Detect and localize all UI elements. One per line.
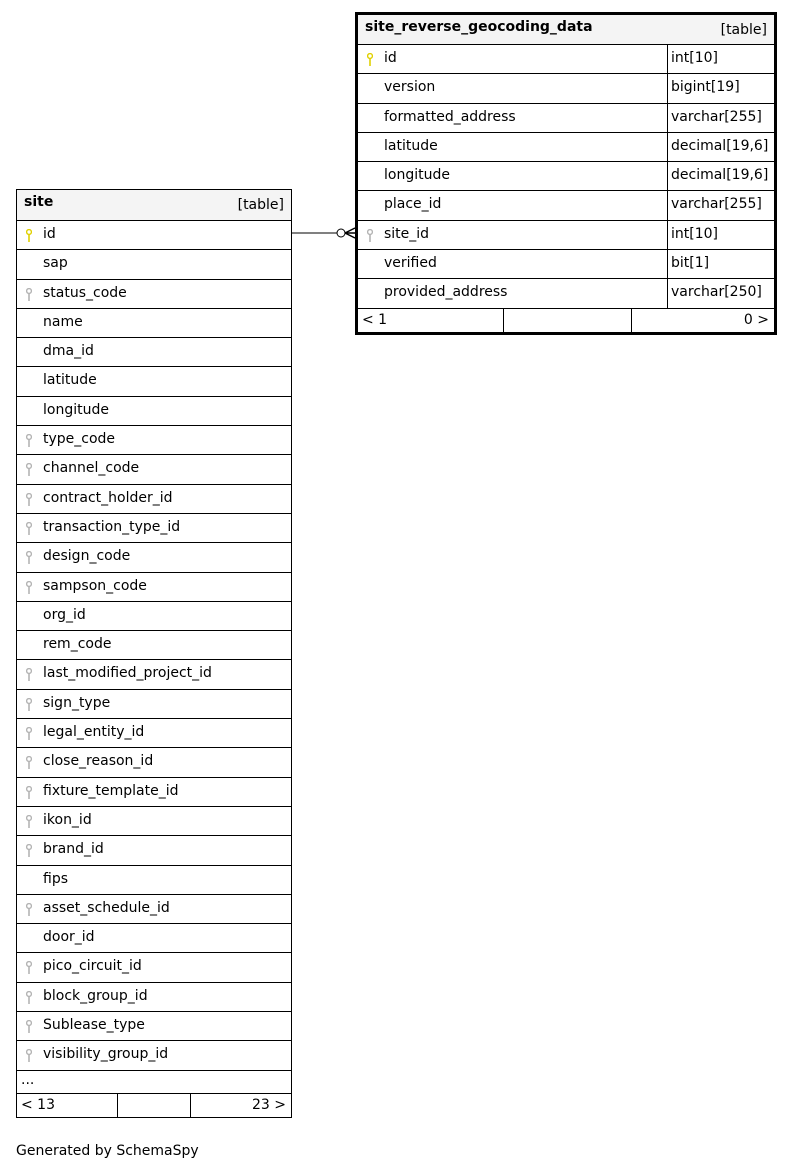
table-footer [17, 1093, 291, 1117]
column-row[interactable] [17, 366, 291, 395]
foreign-key-icon [26, 581, 32, 595]
column-name: sampson_code [43, 577, 147, 594]
column-type: varchar[255] [671, 196, 762, 213]
column-row[interactable] [17, 220, 291, 249]
column-name: latitude [384, 137, 438, 154]
foreign-key-icon [26, 991, 32, 1005]
column-name: name [43, 313, 83, 330]
foreign-key-icon [26, 727, 32, 741]
column-name: fips [43, 870, 68, 887]
column-row[interactable] [17, 865, 291, 894]
column-name: place_id [384, 196, 442, 213]
column-name: site_id [384, 225, 430, 242]
generated-by-text: Generated by SchemaSpy [16, 1143, 199, 1159]
foreign-key-icon [26, 463, 32, 477]
column-divider [667, 162, 668, 190]
column-row[interactable] [358, 103, 774, 132]
column-row[interactable] [17, 630, 291, 659]
foreign-key-icon [26, 288, 32, 302]
foreign-key-icon [26, 756, 32, 770]
foreign-key-icon [26, 493, 32, 507]
primary-key-icon [26, 229, 32, 243]
table-kind: [table] [720, 22, 767, 38]
foreign-key-icon [26, 698, 32, 712]
column-row[interactable] [17, 982, 291, 1011]
column-row[interactable] [17, 718, 291, 747]
column-name: type_code [43, 431, 116, 448]
table-header[interactable] [358, 15, 774, 44]
column-row[interactable] [358, 73, 774, 102]
column-row[interactable] [17, 542, 291, 571]
column-row[interactable] [358, 44, 774, 73]
column-name: latitude [43, 372, 97, 389]
column-row[interactable] [358, 278, 774, 307]
column-type: bigint[19] [671, 79, 740, 96]
foreign-key-icon [26, 786, 32, 800]
column-row[interactable] [17, 601, 291, 630]
parents-count[interactable]: < 1 [362, 311, 388, 328]
column-row[interactable] [17, 659, 291, 688]
foreign-key-icon [26, 434, 32, 448]
column-name: id [384, 50, 397, 66]
column-type: decimal[19,6] [671, 167, 769, 184]
column-name: Sublease_type [43, 1017, 145, 1034]
column-row[interactable] [17, 689, 291, 718]
column-row[interactable] [17, 806, 291, 835]
column-name: version [384, 79, 436, 96]
column-name: last_modified_project_id [43, 665, 212, 682]
column-type: varchar[255] [671, 108, 762, 125]
column-name: block_group_id [43, 987, 148, 1004]
parents-count[interactable]: < 13 [21, 1096, 55, 1113]
table-header[interactable] [17, 190, 291, 220]
column-row[interactable] [358, 220, 774, 249]
column-divider [667, 74, 668, 102]
primary-key-icon [367, 53, 373, 67]
column-divider [667, 45, 668, 73]
column-name: longitude [384, 167, 450, 184]
column-row[interactable] [17, 337, 291, 366]
ellipsis: ... [21, 1071, 35, 1088]
column-name: close_reason_id [43, 753, 154, 770]
column-name: brand_id [43, 841, 104, 858]
column-divider [667, 191, 668, 219]
column-name: formatted_address [384, 108, 516, 125]
column-name: id [43, 226, 56, 242]
table-name[interactable]: site [24, 194, 54, 210]
column-row[interactable] [17, 835, 291, 864]
column-row[interactable] [17, 1040, 291, 1069]
table-site-reverse-geocoding-data[interactable] [355, 12, 777, 335]
column-type: bit[1] [671, 255, 710, 272]
foreign-key-icon [26, 668, 32, 682]
column-divider [667, 133, 668, 161]
column-row[interactable] [17, 425, 291, 454]
column-name: dma_id [43, 343, 94, 360]
foreign-key-icon [26, 815, 32, 829]
column-name: legal_entity_id [43, 724, 145, 741]
column-row[interactable] [17, 454, 291, 483]
column-name: org_id [43, 606, 86, 623]
column-name: transaction_type_id [43, 518, 181, 535]
foreign-key-icon [26, 1049, 32, 1063]
column-row[interactable] [17, 777, 291, 806]
column-name: channel_code [43, 460, 140, 477]
foreign-key-icon [26, 1020, 32, 1034]
column-name: sign_type [43, 694, 111, 711]
column-row[interactable] [17, 513, 291, 542]
column-name: design_code [43, 548, 131, 565]
foreign-key-icon [26, 844, 32, 858]
column-row[interactable] [17, 747, 291, 776]
table-footer [358, 308, 774, 332]
foreign-key-icon [367, 229, 373, 243]
table-kind: [table] [237, 197, 284, 213]
column-name: door_id [43, 929, 95, 946]
column-type: varchar[250] [671, 284, 762, 301]
many-crowfoot [345, 228, 355, 238]
column-row[interactable] [17, 572, 291, 601]
children-count[interactable]: 23 > [252, 1096, 286, 1113]
foreign-key-icon [26, 551, 32, 565]
more-columns-row [17, 1070, 291, 1093]
column-type: decimal[19,6] [671, 137, 769, 154]
column-name: sap [43, 255, 68, 272]
column-divider [667, 104, 668, 132]
column-row[interactable] [17, 484, 291, 513]
column-name: pico_circuit_id [43, 958, 142, 975]
column-name: provided_address [384, 284, 508, 301]
column-row[interactable] [17, 894, 291, 923]
foreign-key-icon [26, 903, 32, 917]
foreign-key-icon [26, 961, 32, 975]
children-count[interactable]: 0 > [743, 311, 769, 328]
column-name: visibility_group_id [43, 1046, 169, 1063]
column-row[interactable] [17, 249, 291, 278]
column-divider [667, 279, 668, 307]
column-name: fixture_template_id [43, 782, 179, 799]
column-row[interactable] [358, 249, 774, 278]
column-name: contract_holder_id [43, 489, 173, 506]
column-row[interactable] [17, 279, 291, 308]
column-divider [667, 221, 668, 249]
column-row[interactable] [358, 190, 774, 219]
column-type: int[10] [671, 50, 718, 66]
column-name: ikon_id [43, 811, 92, 828]
foreign-key-icon [26, 522, 32, 536]
column-name: verified [384, 255, 437, 272]
column-row[interactable] [358, 161, 774, 190]
column-row[interactable] [17, 308, 291, 337]
column-divider [667, 250, 668, 278]
column-name: rem_code [43, 636, 112, 653]
column-type: int[10] [671, 225, 718, 242]
column-name: asset_schedule_id [43, 899, 170, 916]
column-row[interactable] [17, 952, 291, 981]
column-row[interactable] [17, 1011, 291, 1040]
table-site[interactable] [16, 189, 292, 1118]
column-row[interactable] [17, 923, 291, 952]
column-name: longitude [43, 401, 109, 418]
zero-cardinality-circle [337, 229, 345, 237]
column-row[interactable] [358, 132, 774, 161]
table-name[interactable]: site_reverse_geocoding_data [365, 19, 593, 35]
column-name: status_code [43, 284, 127, 301]
column-row[interactable] [17, 396, 291, 425]
